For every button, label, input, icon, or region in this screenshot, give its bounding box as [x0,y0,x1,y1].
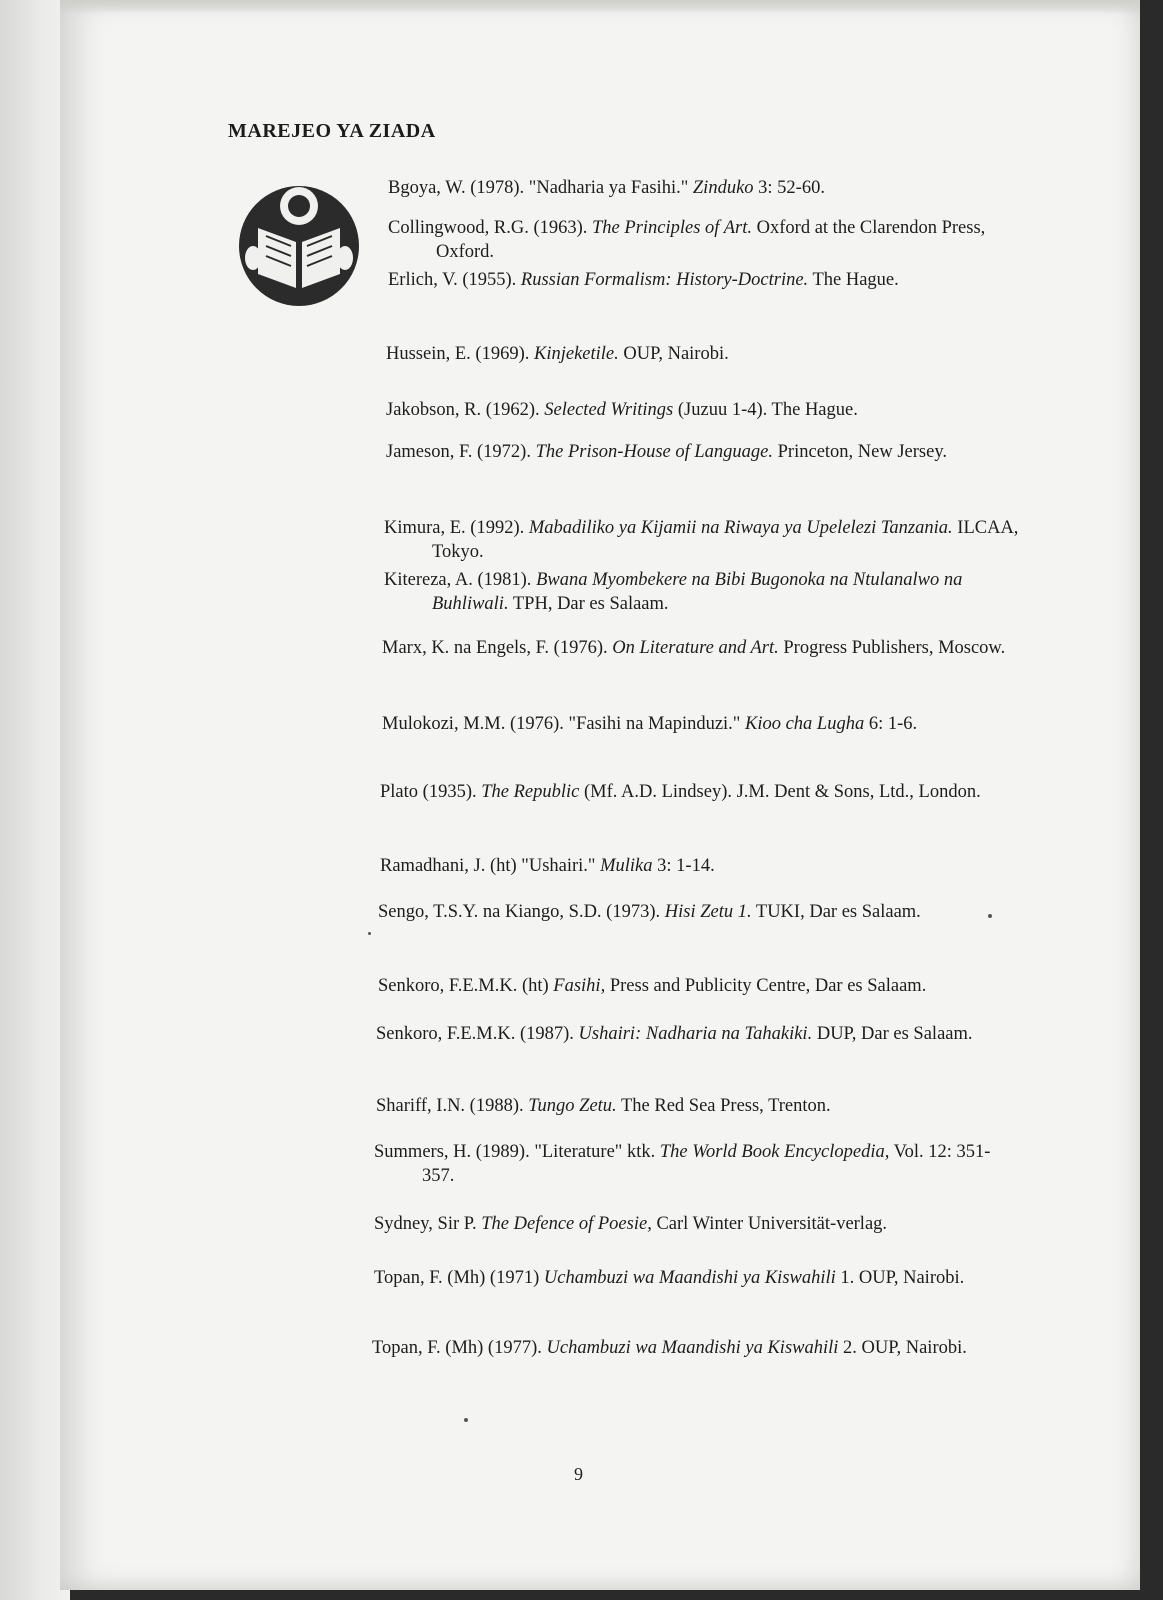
reference-publication: 6: 1-6. [864,714,918,734]
reference-title: Ushairi: Nadharia na Tahakiki. [578,1024,813,1044]
speck [368,932,371,935]
reference-text: Summers, H. (1989). "Literature" ktk. [374,1142,660,1162]
reference-publication: The Red Sea Press, Trenton. [616,1096,831,1116]
reference-title: Kinjeketile. [533,344,619,364]
reference-publication: TPH, Dar es Salaam. [508,594,669,614]
reference-title: Fasihi, [553,976,606,996]
reference-publication: 1. OUP, Nairobi. [835,1268,965,1288]
reference-title: The Defence of Poesie, [481,1214,652,1234]
reference-text: Senkoro, F.E.M.K. (ht) [378,976,554,996]
reference-entry [382,712,1030,736]
reference-title: Uchambuzi wa Maandishi ya Kiswahili [546,1338,839,1358]
reference-title: The Republic [481,782,580,802]
reference-publication: TUKI, Dar es Salaam. [751,902,921,922]
reference-title: Hisi Zetu 1. [664,902,752,922]
person-reading-book-icon [236,176,362,308]
reference-title: Kioo cha Lugha [744,714,865,734]
reference-text: Sydney, Sir P. [374,1214,482,1234]
reference-entry [386,440,1034,464]
reference-text: Topan, F. (Mh) (1971) [374,1268,544,1288]
reference-publication: 3: 52-60. [753,178,825,198]
reference-title: The World Book Encyclopedia, [659,1142,890,1162]
reference-entry [386,398,1034,422]
reference-title: Mabadiliko ya Kijamii na Riwaya ya Upelelezi Tanzania. [528,518,953,538]
reference-title: Tungo Zetu. [528,1096,617,1116]
reference-title: The Prison-House of Language. [535,442,774,462]
reference-publication: Press and Publicity Centre, Dar es Salaam. [605,976,927,996]
reference-entry [378,900,1026,924]
reference-text: Sengo, T.S.Y. na Kiango, S.D. (1973). [378,902,665,922]
reference-publication: OUP, Nairobi. [618,344,729,364]
reference-title: Selected Writings [544,400,674,420]
reference-publication: Princeton, New Jersey. [773,442,948,462]
reference-text: Senkoro, F.E.M.K. (1987). [376,1024,579,1044]
reference-entry [372,1336,1020,1360]
reference-entry [376,1094,1024,1118]
reference-text: Shariff, I.N. (1988). [376,1096,529,1116]
reference-text: Ramadhani, J. (ht) "Ushairi." [380,856,601,876]
reference-publication: 2. OUP, Nairobi. [838,1338,967,1358]
reference-publication: 3: 1-14. [652,856,715,876]
reference-text: Plato (1935). [380,782,482,802]
reference-text: Jameson, F. (1972). [386,442,536,462]
reference-text: Kimura, E. (1992). [384,518,529,538]
reference-text: Erlich, V. (1955). [388,270,521,290]
reference-publication: DUP, Dar es Salaam. [812,1024,973,1044]
reference-entry [374,1140,1022,1188]
reference-publication: Oxford at the Clarendon Press, Oxford. [436,218,986,262]
page-top-edge [60,0,1140,14]
reference-text: Collingwood, R.G. (1963). [388,218,593,238]
reference-publication: Progress Publishers, Moscow. [778,638,1006,658]
reference-text: Jakobson, R. (1962). [386,400,545,420]
reference-title: Bwana Myombekere na Bibi Bugonoka na Ntulanalwo na Buhliwali. [432,570,963,614]
reference-publication: Vol. 12: 351-357. [422,1142,991,1186]
reference-publication: The Hague. [808,270,899,290]
reference-text: Mulokozi, M.M. (1976). "Fasihi na Mapinduzi." [382,714,745,734]
reference-publication: ILCAA, Tokyo. [432,518,1019,562]
reference-entry [374,1266,1022,1290]
reference-entry [382,636,1030,660]
reference-text: Hussein, E. (1969). [386,344,534,364]
reference-entry [376,1022,1024,1046]
reference-title: The Principles of Art. [592,218,753,238]
reference-title: Uchambuzi wa Maandishi ya Kiswahili [543,1268,836,1288]
reference-entry [388,268,1036,292]
reference-entry [380,854,1028,878]
reference-title: Mulika [600,856,653,876]
speck [988,914,992,918]
reference-title: On Literature and Art. [612,638,779,658]
reference-publication: (Mf. A.D. Lindsey). J.M. Dent & Sons, Ltd., London. [579,782,981,802]
reference-entry [378,974,1026,998]
reference-publication: (Juzuu 1-4). The Hague. [673,400,858,420]
reference-entry [384,568,1032,616]
reference-entry [388,176,1036,200]
section-heading: MAREJEO YA ZIADA [228,120,436,142]
reference-entry [380,780,1028,804]
reference-text: Kitereza, A. (1981). [384,570,537,590]
reference-entry [384,516,1032,564]
reference-publication: Carl Winter Universität-verlag. [651,1214,888,1234]
reference-entry [386,342,1034,366]
speck [464,1418,468,1422]
reference-text: Topan, F. (Mh) (1977). [372,1338,547,1358]
reference-entry [388,216,1036,264]
reference-title: Russian Formalism: History-Doctrine. [520,270,809,290]
page-number: 9 [574,1464,583,1484]
reference-text: Marx, K. na Engels, F. (1976). [382,638,613,658]
reference-title: Zinduko [692,178,754,198]
reference-text: Bgoya, W. (1978). "Nadharia ya Fasihi." [388,178,693,198]
reference-entry [374,1212,1022,1236]
